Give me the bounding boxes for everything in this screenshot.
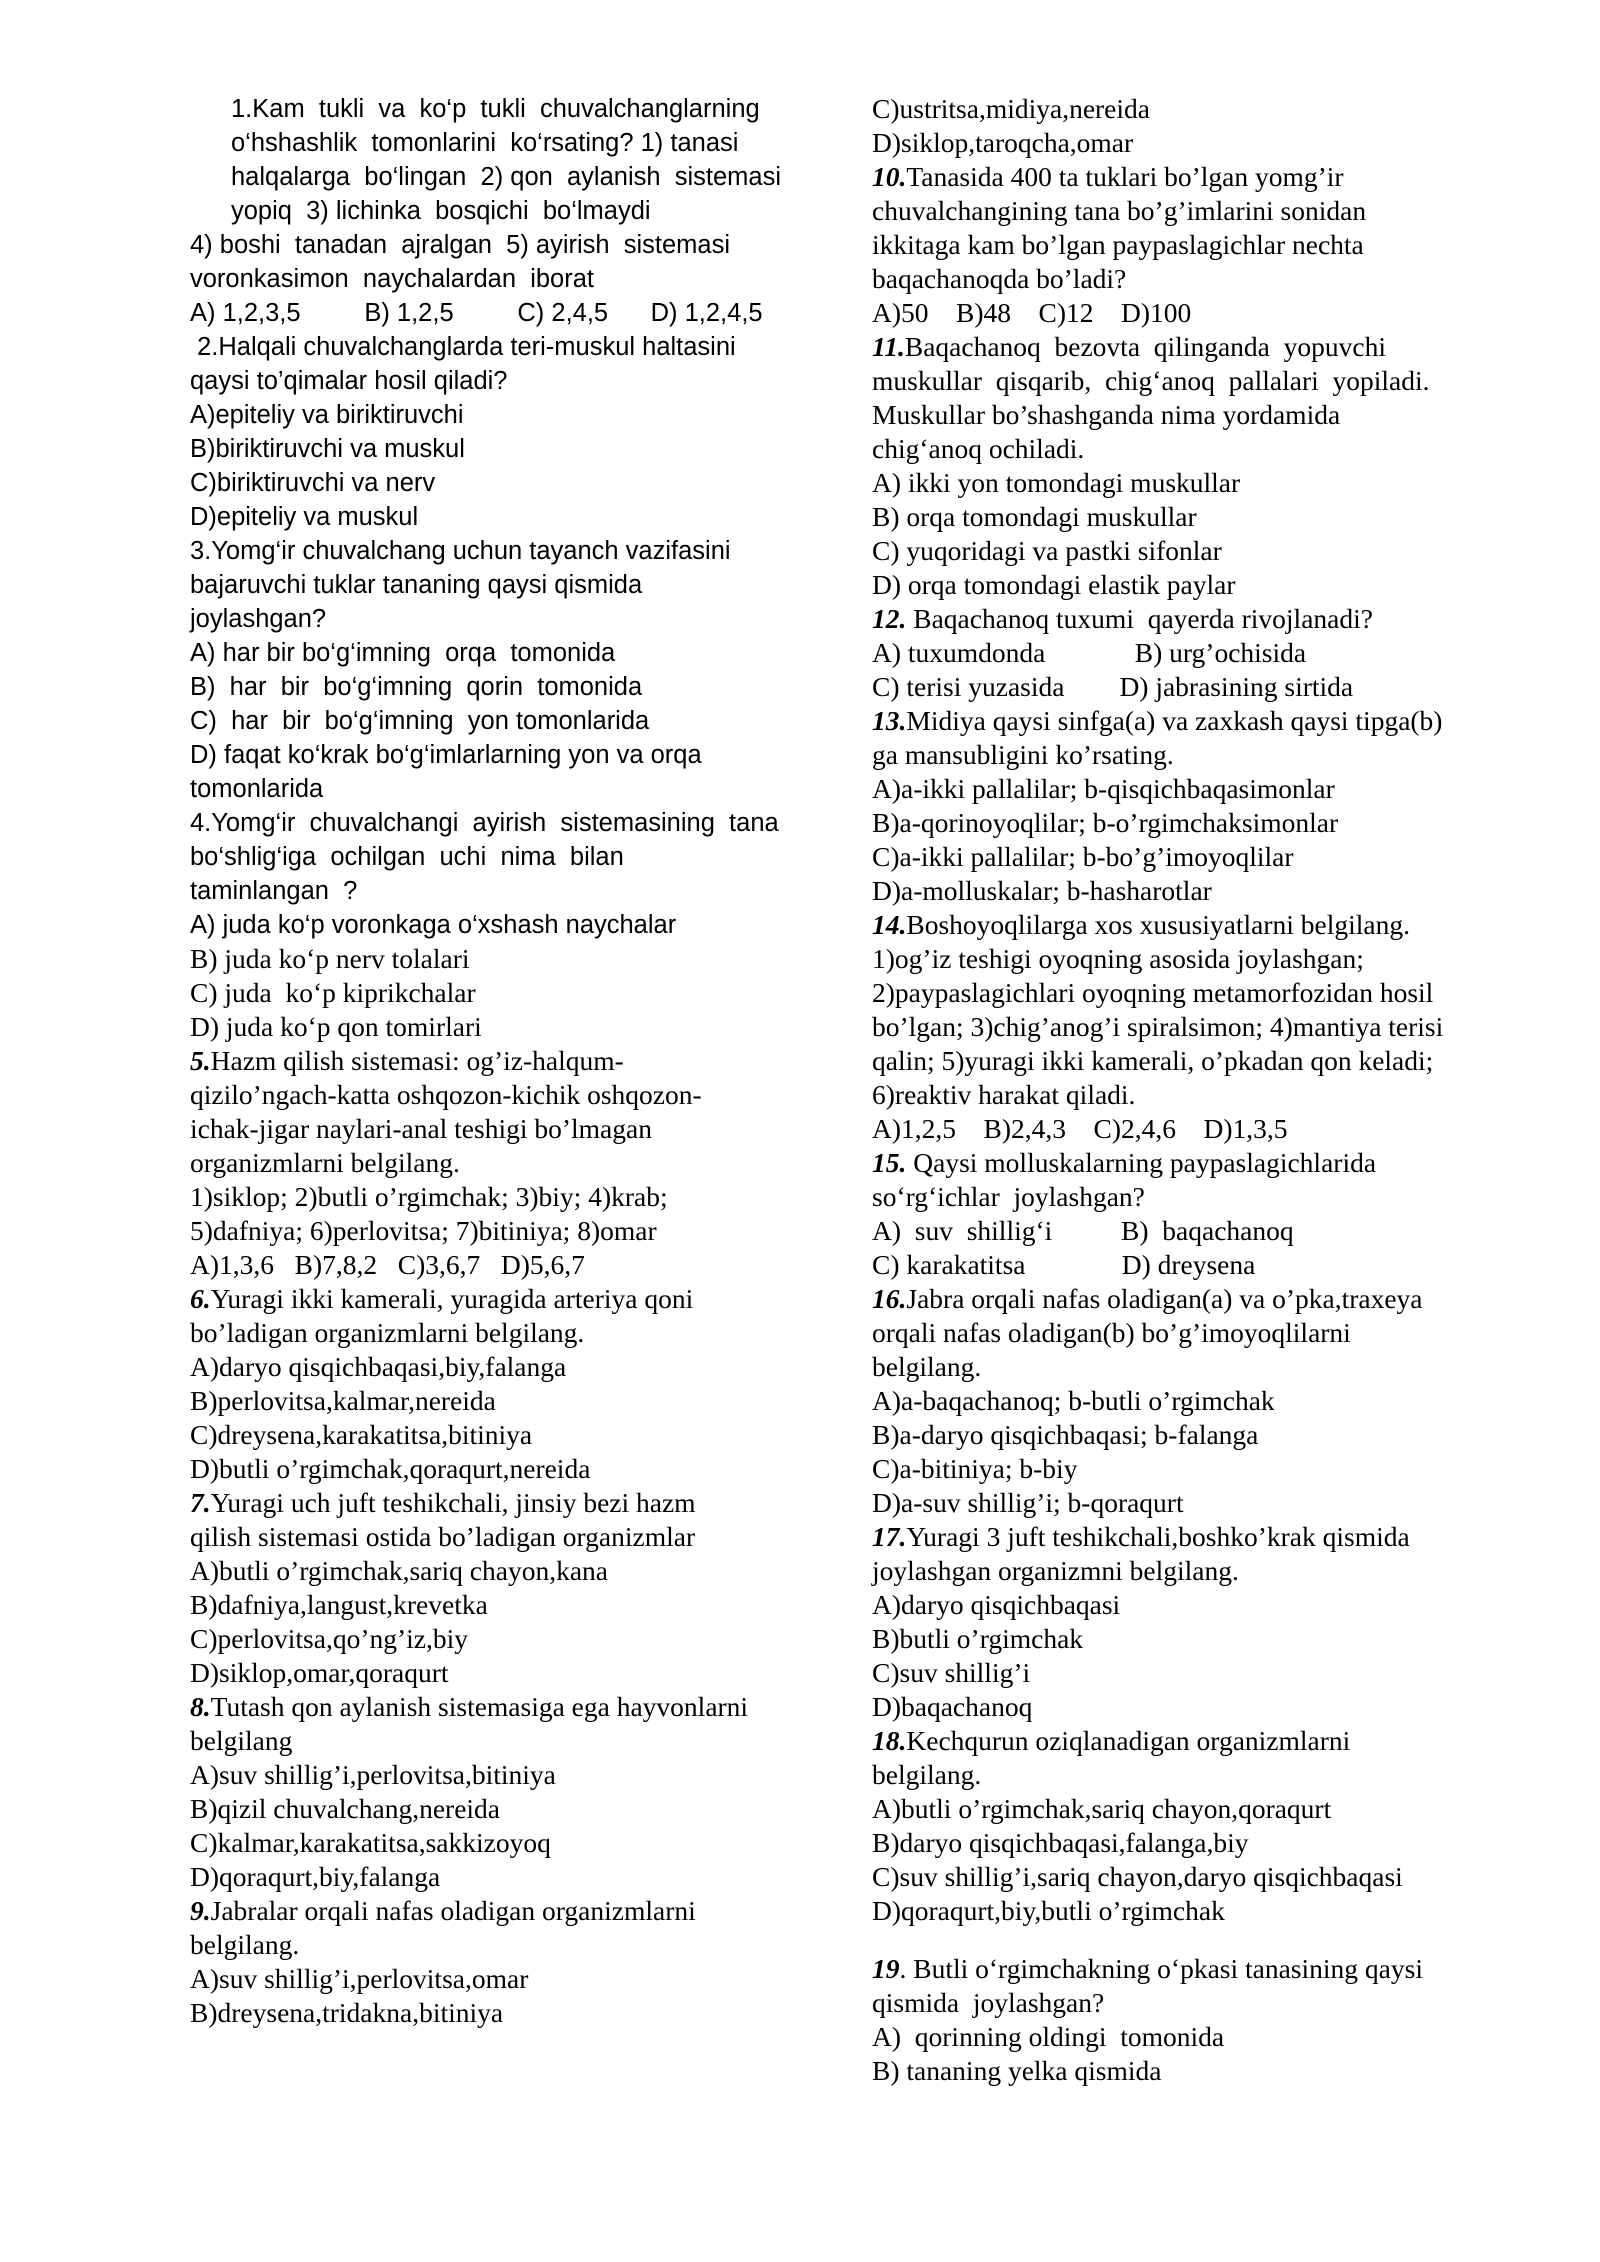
text-line <box>872 1248 1512 1282</box>
line-text: bajaruvchi tuklar tananing qaysi qismida <box>190 571 643 599</box>
text-line <box>190 1146 820 1180</box>
text-line <box>190 1758 820 1792</box>
line-text: A) qorinning oldingi tomonida <box>872 2021 1225 2052</box>
text-line <box>190 466 820 500</box>
text-line <box>872 160 1512 194</box>
line-text: C)suv shillig’i,sariq chayon,daryo qisqichbaqasi <box>872 1861 1403 1892</box>
text-line <box>872 976 1512 1010</box>
line-text: C)kalmar,karakatitsa,sakkizoyoq <box>190 1827 551 1858</box>
line-text: B) har bir bo‘g‘imning qorin tomonida <box>190 673 643 701</box>
line-text: Yuragi uch juft teshikchali, jinsiy bezi hazm <box>210 1487 696 1518</box>
question-number: 8. <box>190 1691 211 1722</box>
text-line <box>872 194 1512 228</box>
line-text: o‘hshashlik tomonlarini ko‘rsating? 1) tanasi <box>231 129 739 157</box>
question-number: 11. <box>872 331 905 362</box>
line-text: C)perlovitsa,qo’ng’iz,biy <box>190 1623 468 1654</box>
text-line <box>872 1894 1512 1928</box>
line-text: D)siklop,taroqcha,omar <box>872 127 1134 158</box>
question-number: 16. <box>872 1283 907 1314</box>
text-line <box>190 126 820 160</box>
text-line <box>872 704 1512 738</box>
text-line <box>872 1418 1512 1452</box>
text-line <box>872 636 1512 670</box>
text-line <box>190 1928 820 1962</box>
text-line <box>190 330 820 364</box>
question-number: 17. <box>872 1521 907 1552</box>
line-text: B)biriktiruvchi va muskul <box>190 435 465 463</box>
line-text: A)butli o’rgimchak,sariq chayon,qoraqurt <box>872 1793 1332 1824</box>
text-line <box>872 568 1512 602</box>
text-line <box>190 92 820 126</box>
text-line <box>872 330 1512 364</box>
text-line <box>872 1826 1512 1860</box>
line-text: taminlangan ? <box>190 877 358 905</box>
line-text: belgilang <box>190 1725 293 1756</box>
line-text: belgilang. <box>872 1759 982 1790</box>
text-line <box>872 874 1512 908</box>
line-text: Yuragi ikki kamerali, yuragida arteriya qoni <box>210 1283 694 1314</box>
line-text: A)a-ikki pallalilar; b-qisqichbaqasimonlar <box>872 773 1335 804</box>
text-line <box>872 500 1512 534</box>
text-line <box>872 1044 1512 1078</box>
text-line <box>190 772 820 806</box>
text-line <box>190 1826 820 1860</box>
text-line <box>190 1486 820 1520</box>
line-text: joylashgan? <box>190 605 327 633</box>
text-line <box>872 92 1512 126</box>
text-line <box>872 1588 1512 1622</box>
text-line <box>190 228 820 262</box>
text-line <box>190 1350 820 1384</box>
text-line <box>872 806 1512 840</box>
question-number: 7. <box>190 1487 211 1518</box>
line-text: B)butli o’rgimchak <box>872 1623 1084 1654</box>
line-text: D)a-molluskalar; b-hasharotlar <box>872 875 1212 906</box>
line-text: 3.Yomg‘ir chuvalchang uchun tayanch vazifasini <box>190 537 731 565</box>
line-text: 1)siklop; 2)butli o’rgimchak; 3)biy; 4)krab; <box>190 1181 668 1212</box>
question-number: 14. <box>872 909 907 940</box>
line-text: belgilang. <box>190 1929 300 1960</box>
line-text: B)a-qorinoyoqlilar; b-o’rgimchaksimonlar <box>872 807 1339 838</box>
line-text: D)qoraqurt,biy,butli o’rgimchak <box>872 1895 1225 1926</box>
text-line <box>872 1622 1512 1656</box>
line-text: bo’lgan; 3)chig’anog’i spiralsimon; 4)mantiya terisi <box>872 1011 1444 1042</box>
text-line <box>190 160 820 194</box>
line-text: so‘rg‘ichlar joylashgan? <box>872 1181 1145 1212</box>
line-text: tomonlarida <box>190 775 324 803</box>
text-line <box>872 1078 1512 1112</box>
text-line <box>872 942 1512 976</box>
text-line <box>190 670 820 704</box>
text-line <box>190 908 820 942</box>
line-text: A) tuxumdonda B) urg’ochisida <box>872 637 1307 668</box>
line-text: C)suv shillig’i <box>872 1657 1031 1688</box>
line-text: D) orqa tomondagi elastik paylar <box>872 569 1236 600</box>
paragraph-spacer <box>872 1928 1512 1952</box>
text-line <box>190 432 820 466</box>
line-text: bo’ladigan organizmlarni belgilang. <box>190 1317 585 1348</box>
text-line <box>872 1724 1512 1758</box>
line-text: B)dreysena,tridakna,bitiniya <box>190 1997 504 2028</box>
line-text: chig‘anoq ochiladi. <box>872 433 1085 464</box>
line-text: halqalarga bo‘lingan 2) qon aylanish sistemasi <box>231 163 781 191</box>
line-text: C)ustritsa,midiya,nereida <box>872 93 1150 124</box>
question-number: 6. <box>190 1283 211 1314</box>
text-line <box>872 738 1512 772</box>
question-number: 5. <box>190 1045 211 1076</box>
text-line <box>872 1146 1512 1180</box>
question-number: 12. <box>872 603 907 634</box>
line-text: baqachanoqda bo’ladi? <box>872 263 1127 294</box>
question-number: 9. <box>190 1895 211 1926</box>
line-text: Jabra orqali nafas oladigan(a) va o’pka,traxeya <box>906 1283 1423 1314</box>
line-text: D) faqat ko‘krak bo‘g‘imlarlarning yon va orqa <box>190 741 702 769</box>
line-text: C)biriktiruvchi va nerv <box>190 469 436 497</box>
line-text: A) ikki yon tomondagi muskullar <box>872 467 1241 498</box>
line-text: orqali nafas oladigan(b) bo’g’imoyoqlilarni <box>872 1317 1351 1348</box>
text-line <box>872 432 1512 466</box>
text-line <box>190 840 820 874</box>
line-text: B) juda ko‘p nerv tolalari <box>190 943 470 974</box>
text-line <box>190 602 820 636</box>
line-text: 2.Halqali chuvalchanglarda teri-muskul haltasini <box>190 333 736 361</box>
line-text: A) 1,2,3,5 B) 1,2,5 C) 2,4,5 D) 1,2,4,5 <box>190 299 763 327</box>
line-text: A)50 B)48 C)12 D)100 <box>872 297 1192 328</box>
line-text: Jabralar orqali nafas oladigan organizmlarni <box>210 1895 696 1926</box>
line-text: D)baqachanoq <box>872 1691 1033 1722</box>
question-number: 18. <box>872 1725 907 1756</box>
text-line <box>872 670 1512 704</box>
text-line <box>872 2054 1512 2088</box>
left-column <box>190 92 820 2030</box>
line-text: belgilang. <box>872 1351 982 1382</box>
text-line <box>190 1588 820 1622</box>
text-line <box>190 1520 820 1554</box>
text-line <box>872 126 1512 160</box>
text-line <box>872 1316 1512 1350</box>
line-text: joylashgan organizmni belgilang. <box>872 1555 1239 1586</box>
line-text: chuvalchangining tana bo’g’imlarini sonidan <box>872 195 1367 226</box>
line-text: C) yuqoridagi va pastki sifonlar <box>872 535 1222 566</box>
line-text: Boshoyoqlilarga xos xususiyatlarni belgilang. <box>906 909 1410 940</box>
text-line <box>190 636 820 670</box>
line-text: A)epiteliy va biriktiruvchi <box>190 401 464 429</box>
text-line <box>872 1986 1512 2020</box>
line-text: 1.Kam tukli va ko‘p tukli chuvalchanglarning <box>231 95 760 123</box>
text-line <box>190 1248 820 1282</box>
line-text: B)dafniya,langust,krevetka <box>190 1589 488 1620</box>
question-number: 10. <box>872 161 907 192</box>
line-text: Hazm qilish sistemasi: og’iz-halqum- <box>210 1045 624 1076</box>
right-column <box>872 92 1512 2088</box>
line-text: A) juda ko‘p voronkaga o‘xshash naychalar <box>190 911 677 939</box>
text-line <box>190 296 820 330</box>
text-line <box>190 1384 820 1418</box>
text-line <box>872 1554 1512 1588</box>
text-line <box>190 534 820 568</box>
line-text: A)daryo qisqichbaqasi,biy,falanga <box>190 1351 567 1382</box>
text-line <box>190 262 820 296</box>
text-line <box>872 466 1512 500</box>
line-text: 4) boshi tanadan ajralgan 5) ayirish sistemasi <box>190 231 731 259</box>
line-text: Baqachanoq bezovta qilinganda yopuvchi <box>904 331 1386 362</box>
line-text: C)dreysena,karakatitsa,bitiniya <box>190 1419 533 1450</box>
line-text: C) karakatitsa D) dreysena <box>872 1249 1256 1280</box>
line-text: Kechqurun oziqlanadigan organizmlarni <box>906 1725 1351 1756</box>
text-line <box>190 1894 820 1928</box>
question-number: 13. <box>872 705 907 736</box>
line-text: yopiq 3) lichinka bosqichi bo‘lmaydi <box>231 197 651 225</box>
text-line <box>190 1962 820 1996</box>
text-line <box>872 398 1512 432</box>
text-line <box>872 1180 1512 1214</box>
line-text: Muskullar bo’shashganda nima yordamida <box>872 399 1341 430</box>
text-line <box>872 1486 1512 1520</box>
line-text: ichak-jigar naylari-anal teshigi bo’lmagan <box>190 1113 652 1144</box>
text-line <box>872 2020 1512 2054</box>
text-line <box>872 602 1512 636</box>
text-line <box>190 1078 820 1112</box>
text-line <box>190 1622 820 1656</box>
line-text: A)1,2,5 B)2,4,3 C)2,4,6 D)1,3,5 <box>872 1113 1288 1144</box>
text-line <box>190 194 820 228</box>
line-text: Tanasida 400 ta tuklari bo’lgan yomg’ir <box>906 161 1344 192</box>
text-line <box>190 1656 820 1690</box>
text-line <box>190 1724 820 1758</box>
text-line <box>872 908 1512 942</box>
question-number: 19 <box>872 1953 900 1984</box>
line-text: A) har bir bo‘g‘imning orqa tomonida <box>190 639 616 667</box>
text-line <box>872 772 1512 806</box>
text-line <box>190 1690 820 1724</box>
text-line <box>190 1316 820 1350</box>
text-line <box>872 228 1512 262</box>
line-text: D)siklop,omar,qoraqurt <box>190 1657 449 1688</box>
text-line <box>190 704 820 738</box>
text-line <box>872 1350 1512 1384</box>
line-text: C)a-bitiniya; b-biy <box>872 1453 1078 1484</box>
text-line <box>872 840 1512 874</box>
text-line <box>190 1282 820 1316</box>
text-line <box>190 1044 820 1078</box>
line-text: 2)paypaslagichlari oyoqning metamorfozidan hosil <box>872 977 1434 1008</box>
text-line <box>872 1690 1512 1724</box>
text-line <box>872 296 1512 330</box>
line-text: qalin; 5)yuragi ikki kamerali, o’pkadan qon keladi; <box>872 1045 1434 1076</box>
text-line <box>872 364 1512 398</box>
line-text: Tutash qon aylanish sistemasiga ega hayvonlarni <box>210 1691 749 1722</box>
line-text: 4.Yomg‘ir chuvalchangi ayirish sistemasining tana <box>190 809 779 837</box>
line-text: D) juda ko‘p qon tomirlari <box>190 1011 482 1042</box>
text-line <box>872 1656 1512 1690</box>
line-text: A)suv shillig’i,perlovitsa,bitiniya <box>190 1759 556 1790</box>
line-text: 1)og’iz teshigi oyoqning asosida joylashgan; <box>872 943 1364 974</box>
text-line <box>872 1792 1512 1826</box>
text-line <box>872 1758 1512 1792</box>
line-text: 6)reaktiv harakat qiladi. <box>872 1079 1136 1110</box>
line-text: A) suv shillig‘i B) baqachanoq <box>872 1215 1294 1246</box>
text-line <box>190 1792 820 1826</box>
line-text: qizilo’ngach-katta oshqozon-kichik oshqozon- <box>190 1079 702 1110</box>
text-line <box>190 1180 820 1214</box>
line-text: voronkasimon naychalardan iborat <box>190 265 594 293</box>
text-line <box>190 1860 820 1894</box>
text-line <box>872 1452 1512 1486</box>
text-line <box>872 1010 1512 1044</box>
line-text: Yuragi 3 juft teshikchali,boshko’krak qismida <box>906 1521 1410 1552</box>
line-text: organizmlarni belgilang. <box>190 1147 460 1178</box>
line-text: A)butli o’rgimchak,sariq chayon,kana <box>190 1555 608 1586</box>
line-text: qilish sistemasi ostida bo’ladigan organizmlar <box>190 1521 696 1552</box>
line-text: . Butli o‘rgimchakning o‘pkasi tanasining qaysi <box>899 1953 1423 1984</box>
text-line <box>872 1860 1512 1894</box>
line-text: bo‘shlig‘iga ochilgan uchi nima bilan <box>190 843 624 871</box>
line-text: B) tananing yelka qismida <box>872 2055 1162 2086</box>
text-line <box>190 1214 820 1248</box>
text-line <box>190 738 820 772</box>
text-line <box>190 500 820 534</box>
line-text: C) terisi yuzasida D) jabrasining sirtida <box>872 671 1354 702</box>
text-line <box>872 1520 1512 1554</box>
text-line <box>872 1214 1512 1248</box>
line-text: B)a-daryo qisqichbaqasi; b-falanga <box>872 1419 1259 1450</box>
text-line <box>190 976 820 1010</box>
text-line <box>190 1010 820 1044</box>
line-text: D)a-suv shillig’i; b-qoraqurt <box>872 1487 1184 1518</box>
text-line <box>872 1282 1512 1316</box>
text-line <box>872 1952 1512 1986</box>
line-text: D)qoraqurt,biy,falanga <box>190 1861 441 1892</box>
text-line <box>190 1452 820 1486</box>
line-text: Midiya qaysi sinfga(a) va zaxkash qaysi tipga(b) <box>906 705 1443 736</box>
text-line <box>190 1418 820 1452</box>
text-line <box>190 364 820 398</box>
line-text: A)1,3,6 B)7,8,2 C)3,6,7 D)5,6,7 <box>190 1249 585 1280</box>
line-text: A)daryo qisqichbaqasi <box>872 1589 1121 1620</box>
line-text: C)a-ikki pallalilar; b-bo’g’imoyoqlilar <box>872 841 1294 872</box>
line-text: Baqachanoq tuxumi qayerda rivojlanadi? <box>906 603 1373 634</box>
line-text: ga mansubligini ko’rsating. <box>872 739 1174 770</box>
text-line <box>190 1554 820 1588</box>
line-text: B)perlovitsa,kalmar,nereida <box>190 1385 496 1416</box>
line-text: B) orqa tomondagi muskullar <box>872 501 1197 532</box>
line-text: 5)dafniya; 6)perlovitsa; 7)bitiniya; 8)omar <box>190 1215 657 1246</box>
text-line <box>190 1112 820 1146</box>
line-text: C) juda ko‘p kiprikchalar <box>190 977 476 1008</box>
line-text: D)epiteliy va muskul <box>190 503 419 531</box>
text-line <box>872 534 1512 568</box>
text-line <box>872 262 1512 296</box>
text-line <box>190 874 820 908</box>
line-text: A)a-baqachanoq; b-butli o’rgimchak <box>872 1385 1275 1416</box>
line-text: B)qizil chuvalchang,nereida <box>190 1793 501 1824</box>
line-text: Qaysi molluskalarning paypaslagichlarida <box>906 1147 1377 1178</box>
line-text: D)butli o’rgimchak,qoraqurt,nereida <box>190 1453 591 1484</box>
text-line <box>190 398 820 432</box>
line-text: C) har bir bo‘g‘imning yon tomonlarida <box>190 707 650 735</box>
line-text: ikkitaga kam bo’lgan paypaslagichlar nechta <box>872 229 1364 260</box>
line-text: A)suv shillig’i,perlovitsa,omar <box>190 1963 529 1994</box>
text-line <box>190 1996 820 2030</box>
text-line <box>872 1384 1512 1418</box>
text-line <box>190 568 820 602</box>
text-line <box>872 1112 1512 1146</box>
line-text: qaysi to’qimalar hosil qiladi? <box>190 367 508 395</box>
text-line <box>190 942 820 976</box>
line-text: qismida joylashgan? <box>872 1987 1105 2018</box>
text-line <box>190 806 820 840</box>
question-number: 15. <box>872 1147 907 1178</box>
line-text: B)daryo qisqichbaqasi,falanga,biy <box>872 1827 1249 1858</box>
line-text: muskullar qisqarib, chig‘anoq pallalari yopiladi. <box>872 365 1430 396</box>
